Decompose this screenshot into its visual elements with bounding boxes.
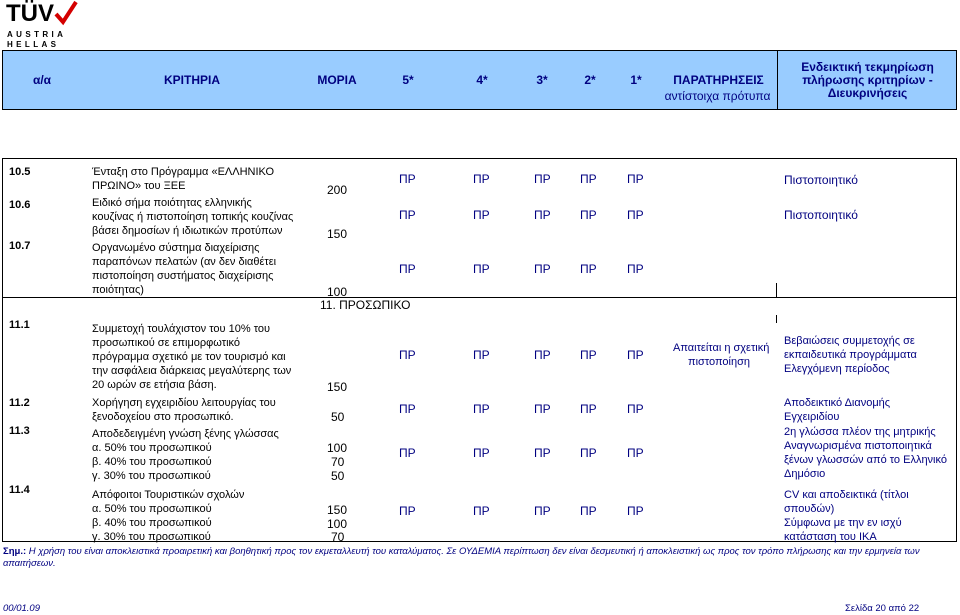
row-evidence-line: Δημόσιο — [784, 468, 826, 480]
header-2-star: 2* — [584, 73, 596, 87]
header-3-star: 3* — [536, 73, 548, 87]
pr-2: ΠΡ — [580, 172, 597, 186]
row-evidence-line: Βεβαιώσεις συμμετοχής σε — [784, 335, 915, 347]
row-criteria-line: Απόφοιτοι Τουριστικών σχολών — [92, 489, 245, 501]
row-id: 10.5 — [9, 166, 31, 178]
logo-line-2: HELLAS — [7, 40, 60, 49]
row-evidence-line: ξένων γλωσσών από το Ελληνικό — [784, 454, 947, 466]
column-divider — [776, 315, 777, 323]
pr-2: ΠΡ — [580, 262, 597, 276]
pr-3: ΠΡ — [534, 446, 551, 460]
row-evidence-line: εκπαιδευτικά προγράμματα — [784, 349, 917, 361]
row-evidence-line: Εγχειριδίου — [784, 411, 840, 423]
pr-1: ΠΡ — [627, 262, 644, 276]
header-aa: α/α — [32, 73, 52, 87]
row-criteria-line: β. 40% του προσωπικού — [92, 456, 212, 468]
row-evidence-line: 2η γλώσσα πλέον της μητρικής — [784, 426, 936, 438]
pr-5: ΠΡ — [399, 262, 416, 276]
row-criteria-line: παραπόνων πελατών (αν δεν διαθέτει — [92, 256, 277, 268]
row-criteria-line: κουζίνας ή πιστοποίηση τοπικής κουζίνας — [92, 211, 294, 223]
row-points: 150 — [327, 503, 348, 517]
pr-5: ΠΡ — [399, 348, 416, 362]
footer-note-label: Σημ.: — [3, 546, 27, 557]
row-points: 50 — [331, 410, 345, 424]
pr-1: ΠΡ — [627, 402, 644, 416]
row-points: 150 — [327, 227, 348, 241]
row-points: 200 — [327, 183, 348, 197]
footer-note-text: Η χρήση του είναι αποκλειστικά προαιρετική και βοηθητική προς τον εκμεταλλευτή του καταλύματος. Σε ΟΥΔΕΜΙΑ περίπτωση δεν είναι δεσμευτική ή αποκλειστική ως προς τον τρόπο πλήρωσης και την ερμηνεία των απαιτήσεων. — [3, 546, 920, 569]
pr-4: ΠΡ — [473, 446, 490, 460]
row-criteria-line: ξενοδοχείου στο προσωπικό. — [92, 411, 234, 423]
pr-5: ΠΡ — [399, 504, 416, 518]
pr-4: ΠΡ — [473, 504, 490, 518]
header-criteria: ΚΡΙΤΗΡΙΑ — [163, 73, 220, 87]
row-criteria-line: Χορήγηση εγχειριδίου λειτουργίας του — [92, 397, 276, 409]
row-evidence-line: Αποδεικτικό Διανομής — [784, 397, 891, 409]
row-evidence-line: Πιστοποιητικό — [784, 173, 858, 187]
checkmark-logo-icon — [54, 0, 78, 26]
row-evidence-line: Σύμφωνα με την εν ισχύ — [784, 517, 902, 529]
row-criteria-line: βάσει δημοσίων ή ιδιωτικών προτύπων — [92, 225, 283, 237]
page-number: Σελίδα 20 από 22 — [845, 603, 920, 614]
row-criteria-line: α. 50% του προσωπικού — [92, 442, 212, 454]
pr-1: ΠΡ — [627, 504, 644, 518]
logo-wordmark: TÜV — [6, 0, 54, 27]
row-evidence-line: Πιστοποιητικό — [784, 208, 858, 222]
header-notes-sub: αντίστοιχα πρότυπα — [664, 89, 771, 103]
pr-2: ΠΡ — [580, 208, 597, 222]
document-code: 00/01.09 — [3, 603, 40, 614]
pr-2: ΠΡ — [580, 348, 597, 362]
header-evidence: Ενδεικτική τεκμηρίωση πλήρωσης κριτηρίων - Διευκρινήσεις — [777, 50, 957, 110]
row-id: 11.3 — [9, 425, 30, 437]
footer-note — [3, 546, 953, 570]
logo-line-1: AUSTRIA — [7, 30, 67, 39]
row-id: 10.6 — [9, 199, 31, 211]
pr-5: ΠΡ — [399, 172, 416, 186]
header-5-star: 5* — [402, 73, 414, 87]
header-1-star: 1* — [630, 73, 642, 87]
row-evidence-line: κατάσταση του ΙΚΑ — [784, 531, 877, 543]
row-id: 11.1 — [9, 319, 30, 331]
row-criteria-line: Συμμετοχή τουλάχιστον του 10% του — [92, 323, 271, 335]
row-points: 100 — [327, 517, 348, 531]
pr-3: ΠΡ — [534, 172, 551, 186]
row-criteria-line: πρόγραμμα σχετικό με τον τουρισμό και — [92, 351, 286, 363]
pr-1: ΠΡ — [627, 208, 644, 222]
row-criteria-line: πιστοποίηση συστήματος διαχείρισης — [92, 270, 274, 282]
pr-4: ΠΡ — [473, 208, 490, 222]
header-notes: ΠΑΡΑΤΗΡΗΣΕΙΣ — [673, 73, 764, 87]
row-points: 50 — [331, 469, 345, 483]
pr-2: ΠΡ — [580, 504, 597, 518]
row-id: 11.4 — [9, 484, 30, 496]
pr-4: ΠΡ — [473, 348, 490, 362]
pr-1: ΠΡ — [627, 348, 644, 362]
pr-4: ΠΡ — [473, 172, 490, 186]
pr-5: ΠΡ — [399, 208, 416, 222]
row-points: 100 — [327, 285, 348, 299]
row-notes-line: Απαιτείται η σχετική — [673, 342, 770, 354]
pr-5: ΠΡ — [399, 402, 416, 416]
row-criteria-line: προσωπικού σε επιμορφωτικό — [92, 337, 241, 349]
pr-3: ΠΡ — [534, 504, 551, 518]
row-divider — [2, 297, 957, 298]
row-criteria-line: β. 40% του προσωπικού — [92, 517, 212, 529]
pr-3: ΠΡ — [534, 402, 551, 416]
row-notes-line: πιστοποίηση — [688, 356, 750, 368]
row-evidence-line: Αναγνωρισμένα πιστοποιητικά — [784, 440, 932, 452]
pr-3: ΠΡ — [534, 348, 551, 362]
row-points: 150 — [327, 380, 348, 394]
row-evidence-line: σπουδών) — [784, 503, 835, 515]
row-criteria-line: α. 50% του προσωπικού — [92, 503, 212, 515]
pr-2: ΠΡ — [580, 446, 597, 460]
pr-3: ΠΡ — [534, 208, 551, 222]
row-criteria-line: Ειδικό σήμα ποιότητας ελληνικής — [92, 197, 252, 209]
row-points: 70 — [331, 455, 345, 469]
row-criteria-line: γ. 30% του προσωπικού — [92, 470, 211, 482]
header-points: ΜΟΡΙΑ — [317, 73, 357, 87]
tuv-logo — [6, 2, 76, 48]
header-4-star: 4* — [476, 73, 488, 87]
pr-1: ΠΡ — [627, 446, 644, 460]
row-evidence-line: CV και αποδεικτικά (τίτλοι — [784, 489, 909, 501]
row-criteria-line: ποιότητας) — [92, 284, 144, 296]
row-criteria-line: Αποδεδειγμένη γνώση ξένης γλώσσας — [92, 428, 279, 440]
section-title: 11. ΠΡΟΣΩΠΙΚΟ — [320, 298, 411, 312]
row-criteria-line: γ. 30% του προσωπικού — [92, 531, 211, 543]
pr-2: ΠΡ — [580, 402, 597, 416]
row-criteria-line: Ένταξη στο Πρόγραμμα «ΕΛΛΗΝΙΚΟ — [92, 166, 275, 178]
column-divider — [776, 283, 777, 298]
row-criteria-line: ΠΡΩΙΝΟ» του ΞΕΕ — [92, 180, 186, 192]
row-id: 11.2 — [9, 397, 30, 409]
row-criteria-line: Οργανωμένο σύστημα διαχείρισης — [92, 242, 260, 254]
row-criteria-line: την ασφάλεια διάρκειας μεγαλύτερης των — [92, 365, 292, 377]
row-id: 10.7 — [9, 240, 31, 252]
row-criteria-line: 20 ωρών σε ετήσια βάση. — [92, 379, 217, 391]
pr-3: ΠΡ — [534, 262, 551, 276]
pr-5: ΠΡ — [399, 446, 416, 460]
pr-4: ΠΡ — [473, 262, 490, 276]
row-evidence-line: Ελεγχόμενη περίοδος — [784, 363, 890, 375]
row-points: 70 — [331, 530, 345, 544]
pr-1: ΠΡ — [627, 172, 644, 186]
pr-4: ΠΡ — [473, 402, 490, 416]
row-points: 100 — [327, 441, 348, 455]
